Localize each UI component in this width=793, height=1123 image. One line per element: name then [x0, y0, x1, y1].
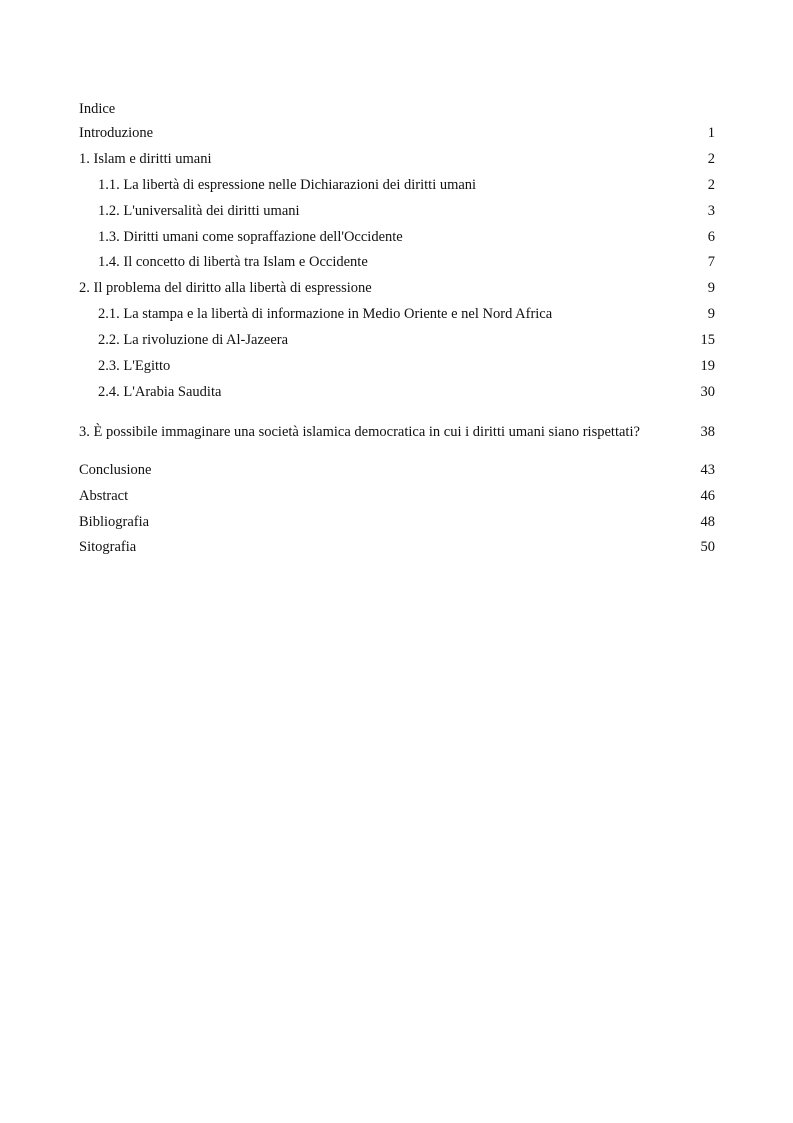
toc-entry-section-2-2[interactable] [79, 328, 715, 354]
toc-entry-label: 2.4. L'Arabia Saudita [98, 383, 222, 400]
toc-entry-section-1-3[interactable] [79, 225, 715, 251]
toc-entry-label: 1.2. L'universalità dei diritti umani [98, 202, 300, 219]
toc-entry-section-1-1[interactable] [79, 173, 715, 199]
toc-title: Indice [79, 101, 116, 117]
toc-entry-label: 3. È possibile immaginare una società islamica democratica in cui i diritti umani siano rispettati? [79, 423, 640, 440]
toc-entry-page: 46 [700, 487, 715, 504]
toc-entry-chapter-3[interactable] [79, 406, 715, 458]
toc-entry-label: 2. Il problema del diritto alla libertà di espressione [79, 280, 372, 297]
toc-entry-label: Conclusione [79, 461, 152, 478]
toc-entry-label: 1.4. Il concetto di libertà tra Islam e Occidente [98, 254, 368, 271]
toc-entry-section-1-2[interactable] [79, 199, 715, 225]
toc-entry-page: 19 [700, 358, 715, 375]
toc-list [79, 121, 715, 561]
toc-entry-page: 48 [700, 513, 715, 530]
toc-entry-label: 1. Islam e diritti umani [79, 150, 212, 167]
toc-entry-section-2-3[interactable] [79, 354, 715, 380]
toc-entry-section-2-1[interactable] [79, 302, 715, 328]
toc-entry-page: 43 [700, 461, 715, 478]
toc-entry-introduzione[interactable] [79, 121, 715, 147]
toc-entry-label: Abstract [79, 487, 129, 504]
toc-entry-section-1-4[interactable] [79, 250, 715, 276]
toc-entry-label: Introduzione [79, 125, 154, 141]
toc-entry-page: 50 [700, 539, 715, 556]
toc-entry-page: 6 [707, 228, 715, 245]
toc-entry-page: 1 [707, 125, 715, 141]
toc-entry-page: 30 [700, 383, 715, 400]
toc-entry-conclusione[interactable] [79, 458, 715, 484]
toc-entry-abstract[interactable] [79, 484, 715, 510]
toc-entry-label: 2.3. L'Egitto [98, 358, 171, 375]
toc-entry-section-2-4[interactable] [79, 380, 715, 406]
toc-entry-page: 7 [707, 254, 715, 271]
toc-entry-page: 38 [700, 423, 715, 440]
toc-entry-page: 2 [707, 150, 715, 167]
toc-entry-label: 1.3. Diritti umani come sopraffazione dell'Occidente [98, 228, 403, 245]
table-of-contents [79, 97, 715, 561]
toc-entry-page: 9 [707, 280, 715, 297]
toc-entry-label: 2.2. La rivoluzione di Al-Jazeera [98, 332, 289, 349]
toc-entry-sitografia[interactable] [79, 535, 715, 561]
toc-entry-label: Sitografia [79, 539, 137, 556]
toc-entry-page: 3 [707, 202, 715, 219]
toc-entry-page: 2 [707, 176, 715, 193]
toc-entry-page: 15 [700, 332, 715, 349]
toc-entry-chapter-1[interactable] [79, 147, 715, 173]
toc-entry-label: Bibliografia [79, 513, 150, 530]
toc-entry-label: 1.1. La libertà di espressione nelle Dichiarazioni dei diritti umani [98, 176, 477, 193]
toc-entry-page: 9 [707, 306, 715, 323]
toc-entry-chapter-2[interactable] [79, 276, 715, 302]
toc-entry-bibliografia[interactable] [79, 510, 715, 536]
toc-entry-label: 2.1. La stampa e la libertà di informazione in Medio Oriente e nel Nord Africa [98, 306, 553, 323]
